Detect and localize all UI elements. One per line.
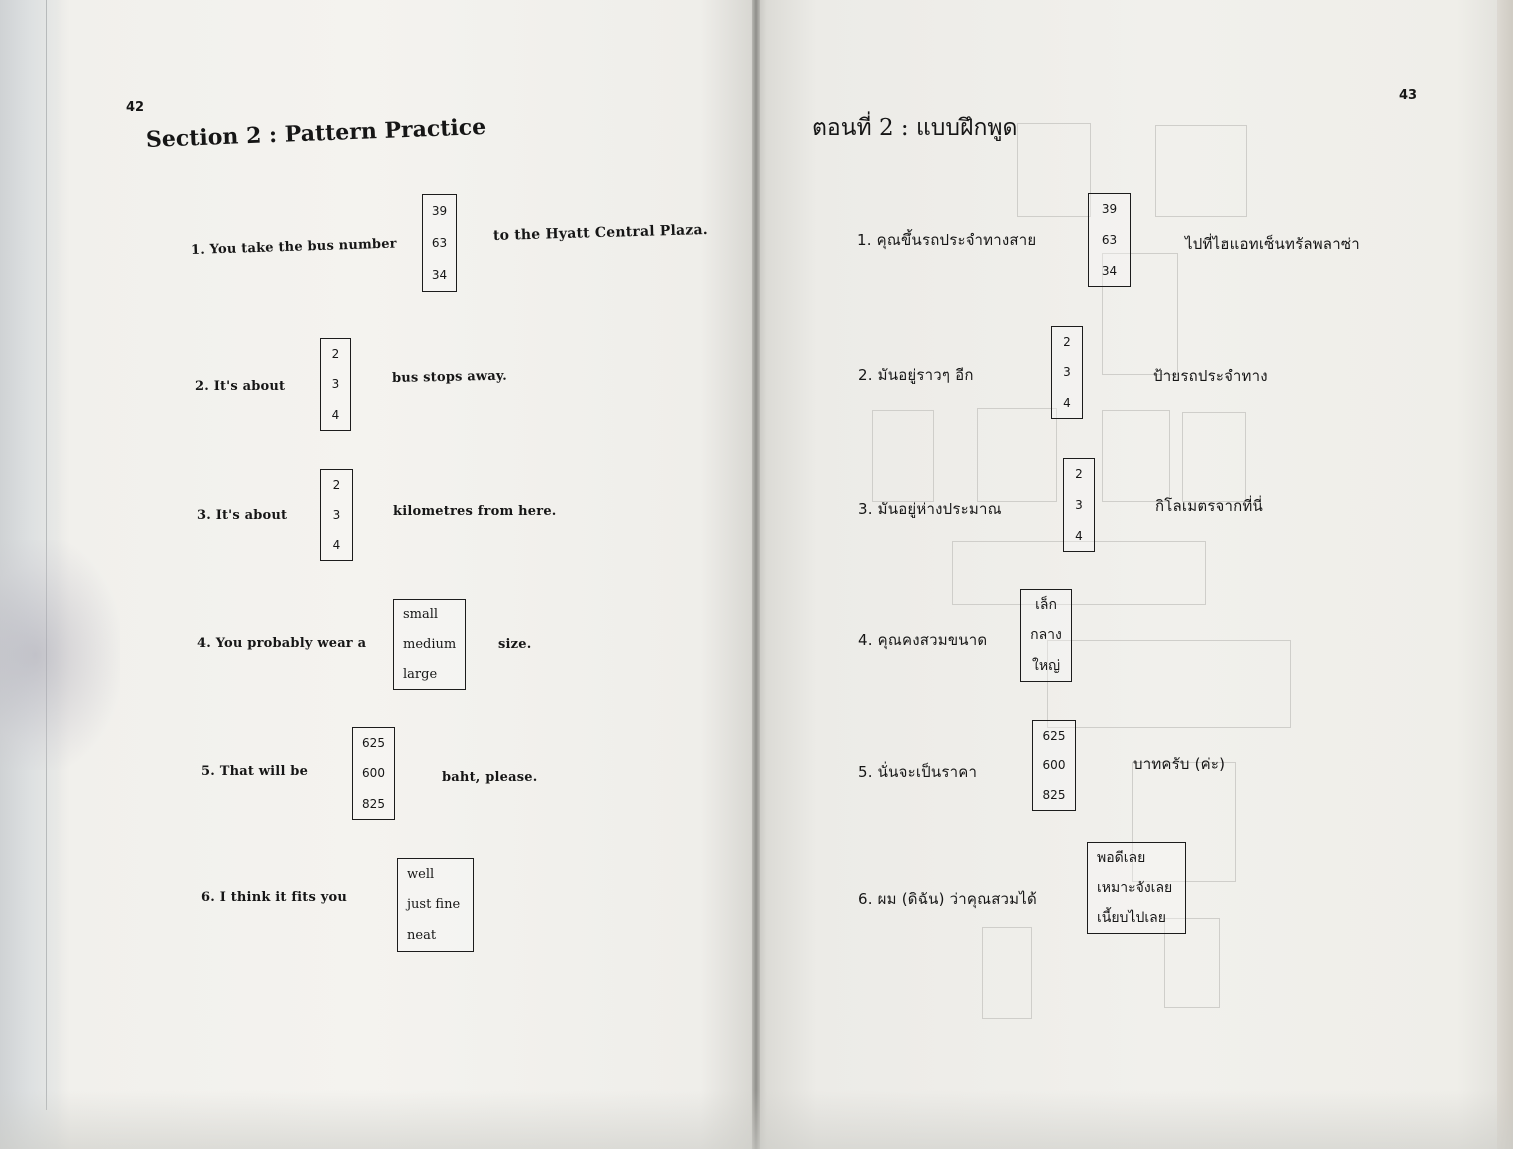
- item-1-options: [422, 194, 457, 292]
- option: 600: [1042, 758, 1066, 773]
- option: 3: [332, 508, 341, 522]
- option: small: [403, 607, 439, 623]
- option: กลาง: [1030, 627, 1062, 644]
- item-6-options: [1087, 842, 1186, 934]
- option: 2: [331, 347, 340, 362]
- option: 3: [331, 377, 340, 392]
- option: 600: [362, 766, 385, 781]
- item-1-tail: to the Hyatt Central Plaza.: [492, 222, 709, 244]
- option: 63: [1101, 232, 1118, 247]
- item-3-options: [320, 469, 353, 561]
- option: พอดีเลย: [1097, 850, 1146, 866]
- item-6-lead: 6. ผม (ดิฉัน) ว่าคุณสวมได้: [858, 890, 1037, 908]
- option: 2: [1075, 467, 1083, 482]
- item-2-lead: 2. มันอยู่ราวๆ อีก: [858, 366, 974, 384]
- paper-stain: [0, 540, 120, 770]
- option: 2: [1063, 335, 1071, 350]
- show-through-box: [1182, 412, 1246, 502]
- show-through-mark: [270, 170, 330, 171]
- item-6-lead: 6. I think it fits you: [201, 890, 348, 905]
- item-1-tail: ไปที่ไฮแอทเซ็นทรัลพลาซ่า: [1185, 235, 1360, 253]
- show-through-box: [1047, 640, 1291, 728]
- option: 4: [332, 538, 341, 552]
- item-2-tail: ป้ายรถประจำทาง: [1153, 367, 1268, 385]
- option: 625: [1042, 728, 1066, 743]
- book-spine: [752, 0, 760, 1149]
- show-through-box: [1155, 125, 1247, 217]
- item-3-tail: กิโลเมตรจากที่นี่: [1155, 497, 1263, 515]
- item-4-lead: 4. You probably wear a: [197, 636, 367, 651]
- item-1-options: [1088, 193, 1131, 287]
- option: large: [403, 666, 438, 682]
- option: 4: [331, 407, 340, 422]
- option: 4: [1063, 395, 1071, 410]
- item-3-lead: 3. It's about: [197, 508, 288, 523]
- page-number: 43: [1399, 88, 1418, 103]
- item-5-tail: baht, please.: [442, 770, 538, 785]
- item-1-lead: 1. คุณขึ้นรถประจำทางสาย: [857, 231, 1037, 249]
- item-2-options: [1051, 326, 1083, 419]
- option: 34: [1101, 263, 1118, 278]
- option: 34: [431, 268, 448, 282]
- item-4-options: [1020, 589, 1072, 682]
- item-4-options: [393, 599, 466, 690]
- item-2-tail: bus stops away.: [391, 368, 508, 386]
- option: เนี้ยบไปเลย: [1097, 910, 1166, 926]
- item-4-tail: size.: [498, 637, 532, 652]
- item-2-options: [320, 338, 351, 431]
- right-page: [757, 0, 1513, 1149]
- page-number: 42: [126, 100, 145, 115]
- item-5-tail: บาทครับ (ค่ะ): [1133, 755, 1226, 773]
- item-5-lead: 5. That will be: [201, 764, 309, 779]
- option: 625: [362, 736, 385, 751]
- show-through-box: [977, 408, 1057, 502]
- item-5-lead: 5. นั่นจะเป็นราคา: [858, 763, 978, 781]
- option: 3: [1063, 365, 1071, 380]
- option: 39: [1101, 202, 1118, 217]
- option: เหมาะจังเลย: [1097, 880, 1173, 896]
- item-3-options: [1063, 458, 1095, 552]
- item-3-tail: kilometres from here.: [393, 504, 557, 519]
- option: 4: [1075, 528, 1083, 543]
- show-through-box: [982, 927, 1032, 1019]
- option: neat: [407, 928, 437, 944]
- show-through-box: [1102, 410, 1170, 502]
- item-2-lead: 2. It's about: [195, 379, 286, 394]
- option: medium: [403, 636, 457, 652]
- option: 825: [362, 796, 385, 811]
- section-heading: ตอนที่ 2 : แบบฝึกพูด: [812, 115, 1018, 141]
- option: 2: [332, 478, 341, 492]
- option: just fine: [407, 897, 461, 913]
- item-3-lead: 3. มันอยู่ห่างประมาณ: [858, 500, 1002, 518]
- item-1-lead: 1. You take the bus number: [190, 236, 397, 258]
- option: well: [407, 866, 435, 882]
- item-5-options: [352, 727, 395, 820]
- section-heading: Section 2 : Pattern Practice: [145, 113, 487, 153]
- option: เล็ก: [1035, 597, 1057, 614]
- option: 825: [1042, 788, 1066, 803]
- option: 39: [431, 204, 448, 218]
- option: 3: [1075, 497, 1083, 512]
- option: 63: [431, 236, 448, 250]
- item-5-options: [1032, 720, 1076, 811]
- item-6-options: [397, 858, 474, 952]
- show-through-box: [1017, 123, 1091, 217]
- page-edge: [1497, 0, 1513, 1149]
- show-through-box: [872, 410, 934, 502]
- option: ใหญ่: [1032, 657, 1060, 674]
- bottom-shadow: [0, 1090, 1513, 1149]
- show-through-text: [525, 112, 529, 126]
- item-4-lead: 4. คุณคงสวมขนาด: [858, 631, 988, 649]
